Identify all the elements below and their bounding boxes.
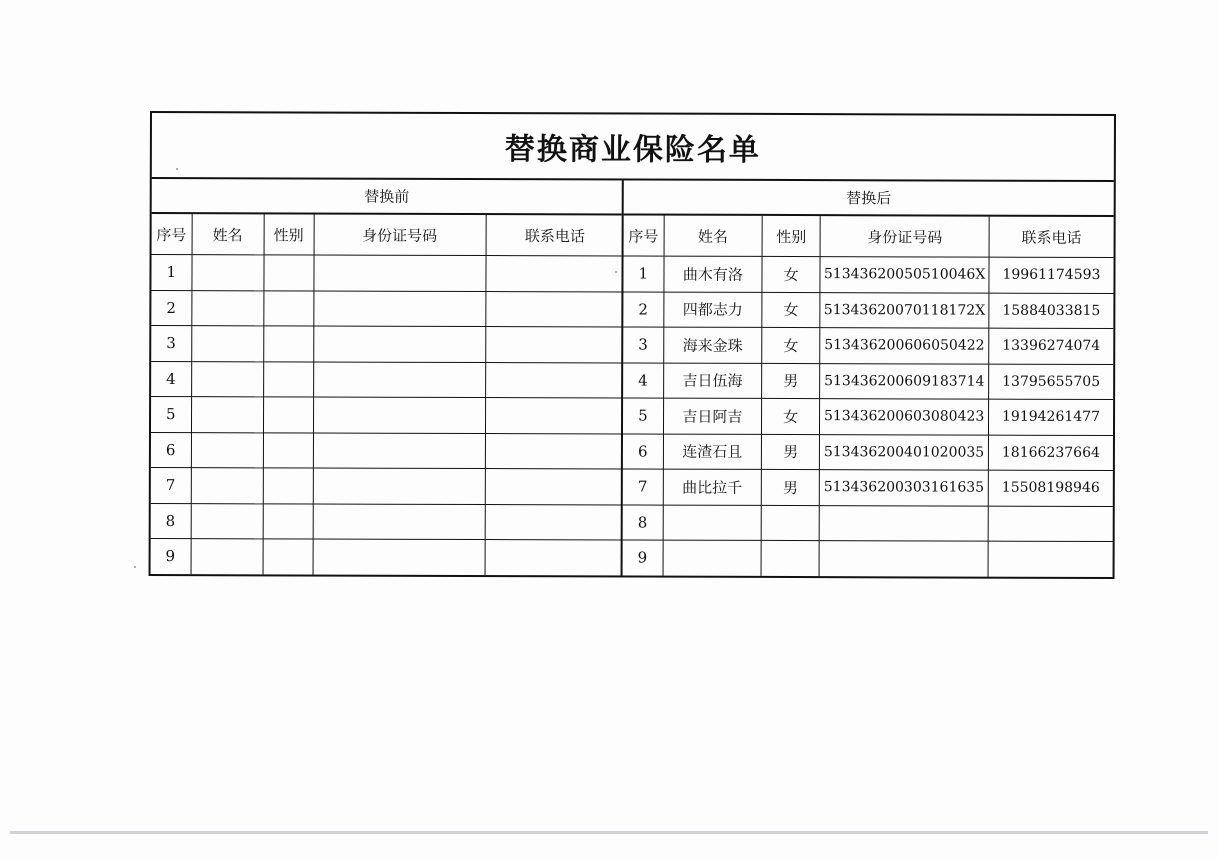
title-row xyxy=(152,113,1114,182)
after-header-row xyxy=(624,215,1114,257)
row-no: 4 xyxy=(151,361,191,397)
row-no: 1 xyxy=(623,256,663,292)
row-name xyxy=(191,255,263,291)
row-id xyxy=(313,362,485,398)
row-name xyxy=(663,540,762,575)
row-gender xyxy=(263,539,313,574)
row-phone: 15884033815 xyxy=(989,293,1114,329)
table-row xyxy=(623,327,1113,364)
row-name xyxy=(663,505,762,541)
row-id xyxy=(313,539,485,575)
row-gender xyxy=(263,361,313,397)
column-header-no: 序号 xyxy=(152,214,192,255)
page-title: 替换商业保险名单 xyxy=(504,132,761,168)
row-gender: 女 xyxy=(762,327,820,363)
table-row xyxy=(151,361,623,398)
row-name xyxy=(191,397,263,433)
column-header-phone: 联系电话 xyxy=(486,215,624,256)
row-phone xyxy=(988,506,1113,542)
row-id xyxy=(313,504,485,540)
row-phone: 19961174593 xyxy=(989,257,1114,293)
row-no: 5 xyxy=(151,397,191,433)
scan-edge-line xyxy=(10,831,1208,834)
row-no: 5 xyxy=(623,398,663,434)
row-no: 2 xyxy=(623,291,663,327)
column-header-phone: 联系电话 xyxy=(989,217,1114,258)
row-no: 8 xyxy=(623,504,663,540)
table-row xyxy=(623,256,1113,293)
column-header-no: 序号 xyxy=(624,215,664,256)
table-row xyxy=(151,468,623,505)
row-name xyxy=(191,468,263,504)
row-id: 51343620070118172X xyxy=(820,292,989,328)
row-phone: 13396274074 xyxy=(989,328,1114,364)
row-id xyxy=(313,326,485,362)
row-gender xyxy=(263,397,313,433)
column-header-id: 身份证号码 xyxy=(314,215,486,256)
row-gender: 女 xyxy=(762,292,820,328)
row-name: 四都志力 xyxy=(663,292,762,328)
row-id xyxy=(313,255,485,291)
table-row xyxy=(623,433,1113,470)
row-phone xyxy=(485,540,623,575)
row-id xyxy=(313,291,485,327)
before-heading: 替换前 xyxy=(152,179,622,215)
insurance-list-form xyxy=(149,111,1116,579)
before-table xyxy=(151,214,624,575)
row-phone xyxy=(485,433,623,469)
row-phone xyxy=(485,469,623,505)
row-id: 513436200606050422 xyxy=(820,328,989,364)
row-gender xyxy=(761,505,819,541)
table-row xyxy=(151,539,623,575)
row-gender xyxy=(263,290,313,326)
row-no: 9 xyxy=(151,539,191,574)
row-gender xyxy=(263,503,313,539)
row-gender xyxy=(263,326,313,362)
table-row xyxy=(151,290,623,327)
row-id xyxy=(819,541,988,577)
scan-speck xyxy=(176,168,178,170)
row-phone xyxy=(485,398,623,434)
column-header-id: 身份证号码 xyxy=(820,216,989,257)
row-name xyxy=(191,326,263,362)
row-gender: 男 xyxy=(761,469,819,505)
row-name: 吉日阿吉 xyxy=(663,398,762,434)
row-name: 海来金珠 xyxy=(663,327,762,363)
row-id xyxy=(313,397,485,433)
scan-speck xyxy=(134,566,136,568)
table-row xyxy=(623,362,1113,399)
row-id: 51343620050510046X xyxy=(820,257,989,293)
column-header-gender: 性别 xyxy=(264,214,314,255)
row-phone: 13795655705 xyxy=(989,364,1114,400)
row-no: 2 xyxy=(151,290,191,326)
table-row xyxy=(623,504,1113,541)
row-gender xyxy=(263,255,313,291)
column-header-name: 姓名 xyxy=(664,216,763,257)
column-header-gender: 性别 xyxy=(762,216,820,257)
row-phone xyxy=(485,256,623,292)
table-row xyxy=(623,291,1113,328)
row-no: 7 xyxy=(151,468,191,504)
row-id xyxy=(313,468,485,504)
after-table xyxy=(623,215,1114,576)
row-phone: 18166237664 xyxy=(988,435,1113,471)
before-header-row xyxy=(152,214,624,256)
row-no: 6 xyxy=(623,433,663,469)
row-id xyxy=(313,433,485,469)
row-no: 6 xyxy=(151,432,191,468)
row-id: 513436200603080423 xyxy=(820,399,989,435)
row-phone xyxy=(485,504,623,540)
table-row xyxy=(623,398,1113,435)
table-row xyxy=(623,540,1113,577)
row-gender xyxy=(263,468,313,504)
table-row xyxy=(151,326,623,363)
row-gender xyxy=(263,432,313,468)
table-row xyxy=(151,432,623,469)
table-row xyxy=(151,255,623,292)
row-no: 3 xyxy=(151,326,191,362)
row-gender: 男 xyxy=(761,434,819,470)
row-gender: 女 xyxy=(762,256,820,292)
row-no: 3 xyxy=(623,327,663,363)
row-name xyxy=(191,432,263,468)
row-name xyxy=(191,503,263,539)
row-phone xyxy=(485,327,623,363)
row-name xyxy=(191,361,263,397)
row-gender xyxy=(761,540,819,575)
before-section xyxy=(151,179,624,575)
after-heading: 替换后 xyxy=(624,180,1114,217)
row-no: 7 xyxy=(623,469,663,505)
row-phone xyxy=(485,362,623,398)
table-row xyxy=(623,469,1113,506)
row-name xyxy=(191,290,263,326)
row-name: 曲木有洛 xyxy=(664,256,763,292)
row-phone xyxy=(485,291,623,327)
row-no: 4 xyxy=(623,362,663,398)
table-row xyxy=(151,397,623,434)
row-name: 曲比拉千 xyxy=(663,469,762,505)
row-name: 吉日伍海 xyxy=(663,363,762,399)
row-gender: 女 xyxy=(762,398,820,434)
row-phone: 19194261477 xyxy=(988,399,1113,435)
column-header-name: 姓名 xyxy=(192,214,264,255)
scan-speck xyxy=(615,271,617,273)
row-no: 1 xyxy=(151,255,191,291)
row-no: 8 xyxy=(151,503,191,539)
row-gender: 男 xyxy=(762,363,820,399)
row-name xyxy=(191,539,263,574)
row-id xyxy=(819,505,988,541)
table-row xyxy=(151,503,623,540)
row-no: 9 xyxy=(623,540,663,575)
row-id: 513436200303161635 xyxy=(820,470,989,506)
row-id: 513436200609183714 xyxy=(820,363,989,399)
row-phone: 15508198946 xyxy=(988,470,1113,506)
row-name: 连渣石且 xyxy=(663,434,762,470)
row-phone xyxy=(988,541,1113,576)
row-id: 513436200401020035 xyxy=(820,434,989,470)
comparison-area xyxy=(151,179,1114,577)
after-section xyxy=(623,180,1114,576)
